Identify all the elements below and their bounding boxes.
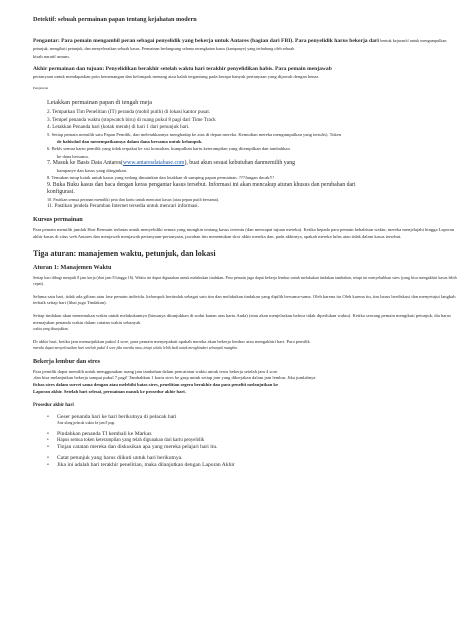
setup-step: 9. Buka Buku kasus dan baca dengan keras pengantar kasus tersebut. Informasi ini akan mencakup aturan khusus dan perubahan dari (47, 181, 356, 188)
procedure-item: • Hapus semua token keterampilan yang telah digunakan dari kartu penyelidik (47, 438, 458, 444)
intro-lead: Pengantar: Para pemain mengambil peran sebagai penyelidik yang bekerja untuk Antares (bagian dari FBI). Para penyelidik harus bekerja dari (33, 38, 379, 44)
procedure-item: • Catat petunjuk yang harus diikuti untuk hari berikutnya. (47, 455, 458, 462)
setup-step: 4. Letakkan Penanda hari (kotak merah) di hari 1 dari penunjuk hari. (47, 123, 190, 130)
database-link[interactable]: www.antaresdatabase.com (123, 159, 185, 166)
overtime-line-2: ,dan bisa melanjutkan bekerja sampai pukul 7 pagi! Tambahkan 1 kartu stres ke grup untuk setiap jam yang dikerjakan dalam jam lembur. Jika jumlahnya (33, 375, 316, 381)
setup-step: 2. Tempatkan Tim Penelitian (IT) peranda (mobil putih) di lokasi kantor pusat. (47, 109, 211, 116)
objective-paragraph (33, 66, 458, 80)
overtime-heading: Bekerja lembur dan stres (33, 357, 100, 365)
rule1-paragraph-1: Setiap hari dibagi menjadi 8 jam kerja (dari jam 8 hingga 16). Waktu ini dapat digunakan untuk melakukan tindakan. Para pemain juga dapat bekerja lembur untuk melakukan tindakan tambahan, tetapi ini menyebabkan stres (yang bisa mengakhiri kasus lebih cepat). (33, 274, 457, 287)
procedure-item: • Jika ini adalah hari terakhir penelitian, maka dilanjutkan dengan Laporan Akhir (47, 462, 458, 469)
setup-step: kampanye dan kasus yang diinginkan. (57, 168, 128, 174)
overtime-paragraph (33, 369, 458, 395)
rule1-paragraph-4-italic: mereka dapat menyelesaikan hari setelah pukul 4 sore jika mereka mau, tetapi selalu lebih baik untuk menghindari sebanyak mungkin. (33, 346, 238, 351)
setup-step: 5. Setiap pemain memilih satu Papan Pemilik, dan meletakkannya menghadap ke atas di depan mereka. Kemudian mereka mengumpulkan yang tertulis). Token (47, 132, 342, 138)
rule1-paragraph-4 (33, 339, 458, 352)
overtime-line-1: Para pemilik dapat memilih untuk menggunakan ruang jam tambahan dalam pencatatan waktu untuk terus bekerja setelah jam 4 sore. (33, 368, 279, 374)
intro-paragraph (33, 37, 458, 60)
rule1-paragraph-4-text: Di akhir hari, ketika jam menunjukkan pukul 4 sore, para pemain menyepakati apakah mereka akan bekerja lembur atau mengakhiri hari. Para pemilik (33, 338, 310, 344)
setup-step: 10. Pastikan semua peranan memiliki peta dan kartu untuk mencatat kasus (atau pepan putih bersama). (47, 196, 220, 202)
rule1-heading: Aturan 1: Manajemen Waktu (33, 263, 112, 271)
procedure-item: • Pindahkan penanda TI kembali ke Markas (47, 431, 458, 438)
setup-step: 8. Temukan tutup kotak untuk kasus yang sedang dimainkan dan letakkan di samping papan permainan. ???Jangan dacak!!! (47, 175, 275, 181)
prep-label: Pengaturan (33, 86, 49, 91)
procedure-item: Atur ulang pelacak waktu ke jam 8 pagi. (57, 421, 116, 426)
setup-heading: Letakkan permainan papan di tengah meja (47, 99, 152, 107)
setup-step: de habisdad dan menempatkannya dalam dana bersama untuk kelompok. (57, 139, 203, 145)
kursus-heading: Kursus permainan (33, 216, 83, 224)
procedure-item: • Geser penanda hari ke hari berikutnya di pelacak hari (47, 414, 458, 421)
document-title: Detektif: sebuah permainan papan tentang kejahatan modern (33, 16, 197, 23)
setup-step-database (47, 160, 458, 167)
objective-body: pertanyaan untuk mendapatkan poin kemenangan dan kelompok menang atau kalah tergantung pada berapa banyak pertanyaan yang dijawab dengan benar. (33, 74, 320, 80)
rule1-paragraph-2: Selama satu hari, tidak ada giliran atau fase pemain individu. kelompok bertindak sebagai satu tim dan melakukan tindakan yang dipilih bersama-sama. Oleh karena itu Oleh karena itu, tim harus berdiskusi dan menyetujui langkah terbaik setiap hari (lihat juga Tindakan). (33, 293, 456, 306)
rule1-paragraph-3-text: Setiap tindakan akan menentukan waktu untuk melakukannya (biasanya ditunjukkan di sudut kanan atas kartu Anda) (atau akan menjelaskan bahwa tidak diperlukan waktu). Ketika seorang pemain mengikuti petunjuk, dia harus memajukan penanda waktu dalam catatan waktu sebanyak (33, 312, 451, 325)
rule1-paragraph-3 (33, 313, 458, 333)
setup-step-text: ), buat akun sesuai kebutuhan danmemilih yang (184, 159, 296, 166)
setup-step: 11. Pastikan jendela Peramban Internet tersedia untuk mencari informasi. (47, 203, 199, 210)
setup-steps-list (47, 109, 458, 210)
rules-heading: Tiga aturan: manajemen waktu, petunjuk, dan lokasi (33, 248, 216, 258)
rule1-paragraph-3-tail: waktu yang ditunjukkan. (33, 327, 69, 332)
procedure-list (47, 414, 458, 469)
setup-step: 3. Tempel penanda waktu (stopwatch biru) di ruang pukul 8 pagi dari Time Track (47, 116, 216, 123)
setup-step: konfigurasi. (47, 188, 75, 195)
intro-tail: kisah naratif umum. (33, 54, 70, 60)
procedure-heading: Prosedur akhir hari (33, 403, 74, 409)
setup-step: ke dana bersama. (57, 153, 89, 159)
overtime-line-4: Laporan akhir. Setelah hari selesai, permainan masuk ke prosedur akhir hari. (33, 388, 186, 394)
objective-lead: Akhir permainan dan tujuan: Penyelidikan berakhir setelah waktu hari terakhir penyelidikan habis. Para pemain menjawab (33, 66, 332, 73)
intro-body: bentuk kejaran/tf untuk mengumpulkan petunjuk, mengikuti petunjuk, dan menyelesaikan sebuah kasus. Permainan berlangsung selama serangkaian kasus (kampanye) yang terhubung oleh sebuah (33, 38, 447, 52)
procedure-item: • Tinjau catatan mereka dan diskusikan apa yang mereka pelajari hari itu. (47, 444, 458, 451)
kursus-paragraph: Para pemain memilih jumlah Hari Bermain terbatas untuk menyelidiki semua yang mungkin tentang kasus tertentu (dan mencapai tujuan mereka). Ketika kepada para pemain kehabisan waktu, mereka menjelajahi hingga Laporan akhir kasus di situs web Antares dan menjawab menjawab pertanyaan-pertanyaan, jawaban tim menentukan skor akhir mereka dan, pada akhirnya, apakah mereka lulus atau tidak dalam kasus tersebut. (33, 227, 454, 240)
setup-step: 6. Bekls semua kartu pemilik yang tidak terpakai ke sisi konsultan, kumpulkan kartu keterampilan yang ditempilkan dan tambahkan (47, 146, 290, 152)
overtime-line-3: fichas stres dalam survei sama dengan atau melebihi batas stres, penelitian segera berakhir dan para peneliti melanjutkan ke (33, 382, 279, 388)
setup-step-text: 7. Masuk ke Basis Data Antares( (47, 159, 123, 166)
